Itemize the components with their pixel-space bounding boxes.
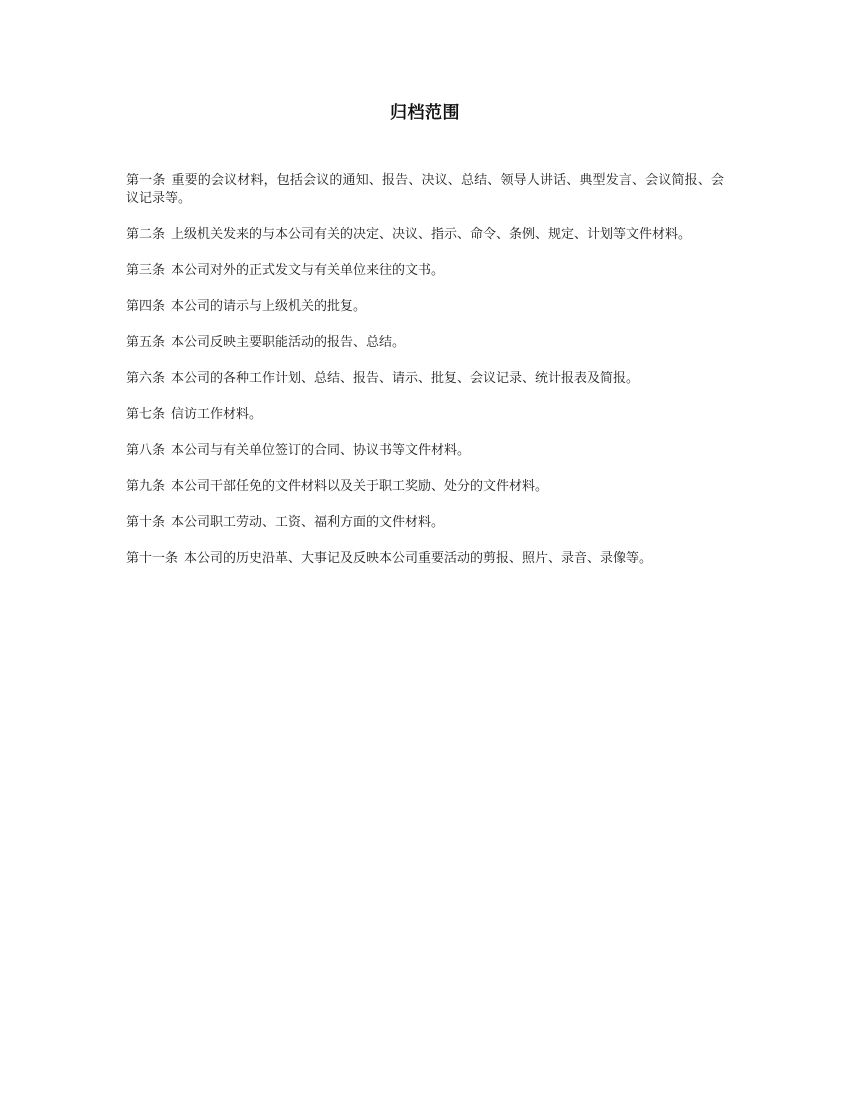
clause-text: 本公司与有关单位签订的合同、协议书等文件材料。	[171, 443, 471, 458]
clause-number: 第十一条	[126, 551, 179, 566]
clause-text: 本公司反映主要职能活动的报告、总结。	[171, 335, 406, 350]
clause-text: 本公司干部任免的文件材料以及关于职工奖励、处分的文件材料。	[171, 479, 549, 494]
clause-item	[126, 226, 724, 244]
clause-number: 第六条	[126, 371, 166, 386]
clause-text: 本公司的历史沿革、大事记及反映本公司重要活动的剪报、照片、录音、录像等。	[184, 551, 653, 566]
clause-number: 第九条	[126, 479, 166, 494]
page-title: 归档范围	[390, 103, 460, 123]
clause-number: 第八条	[126, 443, 166, 458]
clause-number: 第十条	[126, 515, 166, 530]
clause-text: 本公司的请示与上级机关的批复。	[171, 299, 367, 314]
clause-text: 本公司的各种工作计划、总结、报告、请示、批复、会议记录、统计报表及简报。	[171, 371, 640, 386]
clause-text: 上级机关发来的与本公司有关的决定、决议、指示、命令、条例、规定、计划等文件材料。	[171, 227, 692, 242]
clause-item	[126, 334, 724, 352]
clause-item	[126, 172, 724, 208]
clause-item	[126, 406, 724, 424]
clause-number: 第一条	[126, 173, 166, 188]
clause-item	[126, 478, 724, 496]
clause-item	[126, 442, 724, 460]
clause-number: 第五条	[126, 335, 166, 350]
clause-number: 第三条	[126, 263, 166, 278]
clause-number: 第七条	[126, 407, 166, 422]
clause-number: 第四条	[126, 299, 166, 314]
clause-item	[126, 298, 724, 316]
clause-list	[126, 172, 724, 568]
clause-number: 第二条	[126, 227, 166, 242]
clause-item	[126, 550, 724, 568]
clause-text: 本公司对外的正式发文与有关单位来往的文书。	[171, 263, 445, 278]
clause-text: 信访工作材料。	[171, 407, 263, 422]
clause-item	[126, 514, 724, 532]
clause-item	[126, 370, 724, 388]
clause-text: 重要的会议材料，包括会议的通知、报告、决议、总结、领导人讲话、典型发言、会议简报、会议记录等。	[126, 173, 724, 206]
clause-item	[126, 262, 724, 280]
clause-text: 本公司职工劳动、工资、福利方面的文件材料。	[171, 515, 445, 530]
